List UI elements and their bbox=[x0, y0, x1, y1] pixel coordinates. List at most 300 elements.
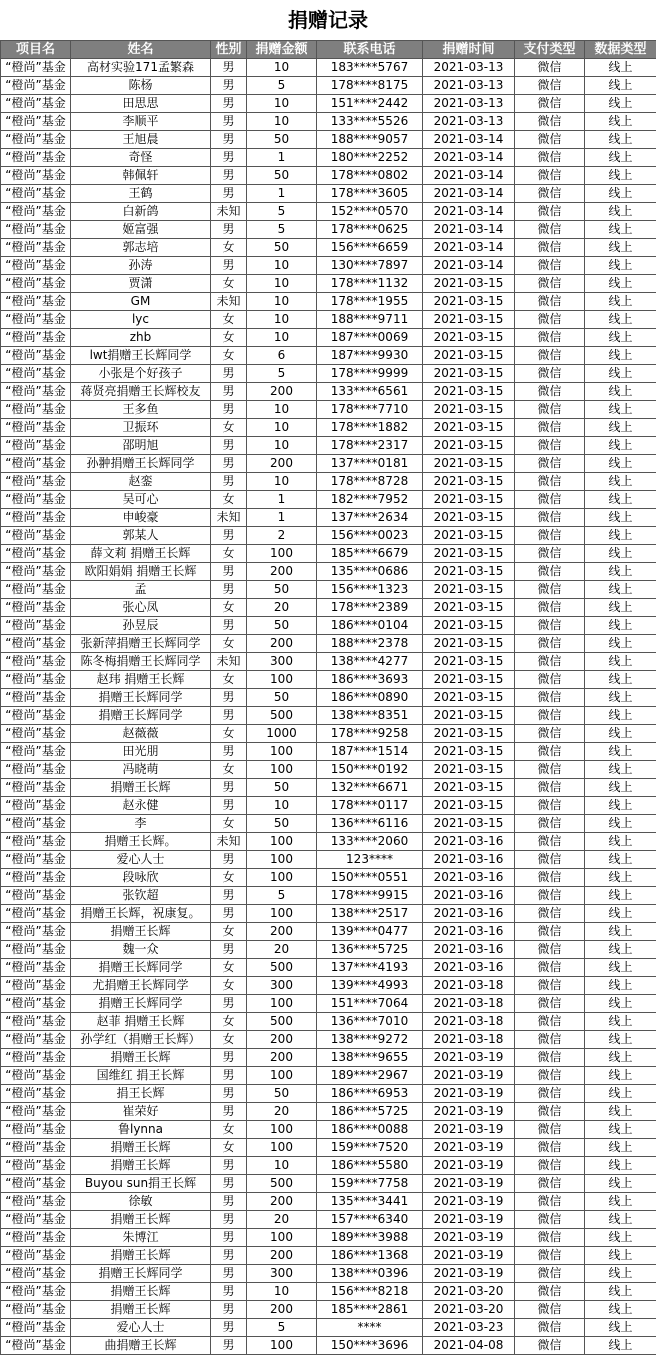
name-cell: 爱心人士 bbox=[71, 1319, 211, 1337]
datatype-cell: 线上 bbox=[585, 689, 656, 707]
amount-cell: 100 bbox=[247, 1229, 317, 1247]
amount-cell: 200 bbox=[247, 635, 317, 653]
payment-cell: 微信 bbox=[515, 59, 585, 77]
phone-cell: 186****6953 bbox=[317, 1085, 423, 1103]
datatype-cell: 线上 bbox=[585, 545, 656, 563]
gender-cell: 男 bbox=[211, 1193, 247, 1211]
amount-cell: 20 bbox=[247, 941, 317, 959]
table-row bbox=[1, 707, 656, 725]
date-cell: 2021-03-15 bbox=[423, 617, 515, 635]
datatype-cell: 线上 bbox=[585, 401, 656, 419]
payment-cell: 微信 bbox=[515, 419, 585, 437]
date-cell: 2021-03-19 bbox=[423, 1103, 515, 1121]
name-cell: 孙学红（捐赠王长辉） bbox=[71, 1031, 211, 1049]
payment-cell: 微信 bbox=[515, 1139, 585, 1157]
datatype-cell: 线上 bbox=[585, 563, 656, 581]
datatype-cell: 线上 bbox=[585, 1121, 656, 1139]
phone-cell: 187****0069 bbox=[317, 329, 423, 347]
datatype-cell: 线上 bbox=[585, 77, 656, 95]
project-cell: “橙尚”基金 bbox=[1, 905, 71, 923]
amount-cell: 1 bbox=[247, 185, 317, 203]
table-row bbox=[1, 59, 656, 77]
date-cell: 2021-03-15 bbox=[423, 419, 515, 437]
gender-cell: 男 bbox=[211, 473, 247, 491]
date-cell: 2021-03-13 bbox=[423, 59, 515, 77]
date-cell: 2021-03-14 bbox=[423, 167, 515, 185]
datatype-cell: 线上 bbox=[585, 1301, 656, 1319]
project-cell: “橙尚”基金 bbox=[1, 1319, 71, 1337]
name-cell: 捐王长辉 bbox=[71, 1085, 211, 1103]
project-cell: “橙尚”基金 bbox=[1, 761, 71, 779]
gender-cell: 未知 bbox=[211, 203, 247, 221]
project-cell: “橙尚”基金 bbox=[1, 653, 71, 671]
date-cell: 2021-03-14 bbox=[423, 149, 515, 167]
name-cell: 张心凤 bbox=[71, 599, 211, 617]
datatype-cell: 线上 bbox=[585, 419, 656, 437]
date-cell: 2021-03-19 bbox=[423, 1247, 515, 1265]
phone-cell: 188****9057 bbox=[317, 131, 423, 149]
phone-cell: 178****9999 bbox=[317, 365, 423, 383]
payment-cell: 微信 bbox=[515, 293, 585, 311]
amount-cell: 100 bbox=[247, 995, 317, 1013]
phone-cell: 187****1514 bbox=[317, 743, 423, 761]
payment-cell: 微信 bbox=[515, 149, 585, 167]
payment-cell: 微信 bbox=[515, 1319, 585, 1337]
table-row bbox=[1, 851, 656, 869]
project-cell: “橙尚”基金 bbox=[1, 455, 71, 473]
project-cell: “橙尚”基金 bbox=[1, 581, 71, 599]
datatype-cell: 线上 bbox=[585, 1337, 656, 1355]
table-row bbox=[1, 815, 656, 833]
project-cell: “橙尚”基金 bbox=[1, 221, 71, 239]
payment-cell: 微信 bbox=[515, 887, 585, 905]
name-cell: 小张是个好孩子 bbox=[71, 365, 211, 383]
name-cell: 王多鱼 bbox=[71, 401, 211, 419]
date-cell: 2021-03-15 bbox=[423, 599, 515, 617]
table-row bbox=[1, 1175, 656, 1193]
amount-cell: 50 bbox=[247, 689, 317, 707]
table-row bbox=[1, 923, 656, 941]
phone-cell: 187****9930 bbox=[317, 347, 423, 365]
name-cell: 郭志培 bbox=[71, 239, 211, 257]
phone-cell: 151****7064 bbox=[317, 995, 423, 1013]
payment-cell: 微信 bbox=[515, 671, 585, 689]
name-cell: 孙昱辰 bbox=[71, 617, 211, 635]
phone-cell: 178****0117 bbox=[317, 797, 423, 815]
name-cell: 李 bbox=[71, 815, 211, 833]
payment-cell: 微信 bbox=[515, 329, 585, 347]
phone-cell: 137****2634 bbox=[317, 509, 423, 527]
project-cell: “橙尚”基金 bbox=[1, 1247, 71, 1265]
datatype-cell: 线上 bbox=[585, 293, 656, 311]
project-cell: “橙尚”基金 bbox=[1, 293, 71, 311]
gender-cell: 男 bbox=[211, 581, 247, 599]
table-row bbox=[1, 905, 656, 923]
amount-cell: 500 bbox=[247, 707, 317, 725]
project-cell: “橙尚”基金 bbox=[1, 1103, 71, 1121]
datatype-cell: 线上 bbox=[585, 995, 656, 1013]
payment-cell: 微信 bbox=[515, 905, 585, 923]
table-row bbox=[1, 1337, 656, 1355]
payment-cell: 微信 bbox=[515, 797, 585, 815]
datatype-cell: 线上 bbox=[585, 905, 656, 923]
phone-cell: 156****1323 bbox=[317, 581, 423, 599]
phone-cell: 178****7710 bbox=[317, 401, 423, 419]
table-row bbox=[1, 887, 656, 905]
gender-cell: 女 bbox=[211, 347, 247, 365]
table-row bbox=[1, 1103, 656, 1121]
table-row bbox=[1, 257, 656, 275]
project-cell: “橙尚”基金 bbox=[1, 473, 71, 491]
date-cell: 2021-03-15 bbox=[423, 671, 515, 689]
datatype-cell: 线上 bbox=[585, 59, 656, 77]
name-cell: 曲捐赠王长辉 bbox=[71, 1337, 211, 1355]
payment-cell: 微信 bbox=[515, 653, 585, 671]
amount-cell: 10 bbox=[247, 275, 317, 293]
datatype-cell: 线上 bbox=[585, 491, 656, 509]
datatype-cell: 线上 bbox=[585, 599, 656, 617]
date-cell: 2021-03-15 bbox=[423, 383, 515, 401]
amount-cell: 20 bbox=[247, 1211, 317, 1229]
name-cell: 捐赠王长辉 bbox=[71, 1247, 211, 1265]
name-cell: 吴可心 bbox=[71, 491, 211, 509]
col-header-gender: 性别 bbox=[211, 41, 247, 59]
payment-cell: 微信 bbox=[515, 941, 585, 959]
date-cell: 2021-03-15 bbox=[423, 779, 515, 797]
datatype-cell: 线上 bbox=[585, 1193, 656, 1211]
project-cell: “橙尚”基金 bbox=[1, 689, 71, 707]
phone-cell: 186****5725 bbox=[317, 1103, 423, 1121]
project-cell: “橙尚”基金 bbox=[1, 1283, 71, 1301]
datatype-cell: 线上 bbox=[585, 473, 656, 491]
datatype-cell: 线上 bbox=[585, 617, 656, 635]
date-cell: 2021-03-15 bbox=[423, 689, 515, 707]
payment-cell: 微信 bbox=[515, 1211, 585, 1229]
gender-cell: 女 bbox=[211, 275, 247, 293]
table-row bbox=[1, 1139, 656, 1157]
amount-cell: 1000 bbox=[247, 725, 317, 743]
gender-cell: 男 bbox=[211, 365, 247, 383]
table-row bbox=[1, 509, 656, 527]
date-cell: 2021-03-16 bbox=[423, 869, 515, 887]
table-row bbox=[1, 1193, 656, 1211]
gender-cell: 男 bbox=[211, 383, 247, 401]
amount-cell: 10 bbox=[247, 329, 317, 347]
project-cell: “橙尚”基金 bbox=[1, 869, 71, 887]
amount-cell: 10 bbox=[247, 1157, 317, 1175]
amount-cell: 10 bbox=[247, 95, 317, 113]
gender-cell: 男 bbox=[211, 707, 247, 725]
datatype-cell: 线上 bbox=[585, 1319, 656, 1337]
phone-cell: **** bbox=[317, 1319, 423, 1337]
phone-cell: 135****3441 bbox=[317, 1193, 423, 1211]
amount-cell: 10 bbox=[247, 59, 317, 77]
project-cell: “橙尚”基金 bbox=[1, 77, 71, 95]
date-cell: 2021-03-19 bbox=[423, 1265, 515, 1283]
gender-cell: 女 bbox=[211, 599, 247, 617]
gender-cell: 女 bbox=[211, 959, 247, 977]
name-cell: 捐赠王长辉同学 bbox=[71, 959, 211, 977]
name-cell: 李顺平 bbox=[71, 113, 211, 131]
gender-cell: 男 bbox=[211, 1229, 247, 1247]
gender-cell: 女 bbox=[211, 239, 247, 257]
gender-cell: 男 bbox=[211, 1211, 247, 1229]
amount-cell: 10 bbox=[247, 257, 317, 275]
payment-cell: 微信 bbox=[515, 959, 585, 977]
name-cell: 捐赠王长辉 bbox=[71, 1283, 211, 1301]
table-row bbox=[1, 347, 656, 365]
project-cell: “橙尚”基金 bbox=[1, 1139, 71, 1157]
amount-cell: 10 bbox=[247, 311, 317, 329]
date-cell: 2021-03-13 bbox=[423, 95, 515, 113]
payment-cell: 微信 bbox=[515, 1013, 585, 1031]
name-cell: 徐敏 bbox=[71, 1193, 211, 1211]
amount-cell: 10 bbox=[247, 473, 317, 491]
name-cell: 赵玮 捐赠王长辉 bbox=[71, 671, 211, 689]
table-row bbox=[1, 149, 656, 167]
datatype-cell: 线上 bbox=[585, 1229, 656, 1247]
name-cell: 捐赠王长辉同学 bbox=[71, 1265, 211, 1283]
payment-cell: 微信 bbox=[515, 473, 585, 491]
project-cell: “橙尚”基金 bbox=[1, 383, 71, 401]
phone-cell: 138****2517 bbox=[317, 905, 423, 923]
name-cell: 捐赠王长辉同学 bbox=[71, 707, 211, 725]
payment-cell: 微信 bbox=[515, 779, 585, 797]
datatype-cell: 线上 bbox=[585, 1211, 656, 1229]
datatype-cell: 线上 bbox=[585, 635, 656, 653]
project-cell: “橙尚”基金 bbox=[1, 239, 71, 257]
date-cell: 2021-03-15 bbox=[423, 635, 515, 653]
project-cell: “橙尚”基金 bbox=[1, 185, 71, 203]
project-cell: “橙尚”基金 bbox=[1, 1193, 71, 1211]
phone-cell: 156****6659 bbox=[317, 239, 423, 257]
project-cell: “橙尚”基金 bbox=[1, 977, 71, 995]
phone-cell: 138****4277 bbox=[317, 653, 423, 671]
table-row bbox=[1, 221, 656, 239]
payment-cell: 微信 bbox=[515, 257, 585, 275]
project-cell: “橙尚”基金 bbox=[1, 1265, 71, 1283]
gender-cell: 女 bbox=[211, 419, 247, 437]
date-cell: 2021-03-16 bbox=[423, 959, 515, 977]
amount-cell: 200 bbox=[247, 1193, 317, 1211]
project-cell: “橙尚”基金 bbox=[1, 329, 71, 347]
phone-cell: 178****9915 bbox=[317, 887, 423, 905]
project-cell: “橙尚”基金 bbox=[1, 815, 71, 833]
amount-cell: 50 bbox=[247, 239, 317, 257]
datatype-cell: 线上 bbox=[585, 203, 656, 221]
amount-cell: 50 bbox=[247, 167, 317, 185]
name-cell: GM bbox=[71, 293, 211, 311]
col-header-amount: 捐赠金额 bbox=[247, 41, 317, 59]
date-cell: 2021-03-14 bbox=[423, 131, 515, 149]
date-cell: 2021-03-15 bbox=[423, 491, 515, 509]
gender-cell: 女 bbox=[211, 725, 247, 743]
table-row bbox=[1, 95, 656, 113]
phone-cell: 178****2317 bbox=[317, 437, 423, 455]
phone-cell: 136****5725 bbox=[317, 941, 423, 959]
table-row bbox=[1, 1319, 656, 1337]
payment-cell: 微信 bbox=[515, 851, 585, 869]
gender-cell: 女 bbox=[211, 329, 247, 347]
datatype-cell: 线上 bbox=[585, 113, 656, 131]
table-row bbox=[1, 527, 656, 545]
date-cell: 2021-03-15 bbox=[423, 311, 515, 329]
gender-cell: 男 bbox=[211, 995, 247, 1013]
name-cell: 国维红 捐王长辉 bbox=[71, 1067, 211, 1085]
phone-cell: 178****3605 bbox=[317, 185, 423, 203]
payment-cell: 微信 bbox=[515, 617, 585, 635]
phone-cell: 123**** bbox=[317, 851, 423, 869]
table-row bbox=[1, 77, 656, 95]
project-cell: “橙尚”基金 bbox=[1, 941, 71, 959]
date-cell: 2021-03-19 bbox=[423, 1085, 515, 1103]
phone-cell: 138****9272 bbox=[317, 1031, 423, 1049]
gender-cell: 男 bbox=[211, 257, 247, 275]
amount-cell: 100 bbox=[247, 1139, 317, 1157]
phone-cell: 133****5526 bbox=[317, 113, 423, 131]
date-cell: 2021-03-15 bbox=[423, 347, 515, 365]
phone-cell: 157****6340 bbox=[317, 1211, 423, 1229]
payment-cell: 微信 bbox=[515, 185, 585, 203]
amount-cell: 300 bbox=[247, 653, 317, 671]
phone-cell: 138****8351 bbox=[317, 707, 423, 725]
payment-cell: 微信 bbox=[515, 1103, 585, 1121]
date-cell: 2021-03-13 bbox=[423, 77, 515, 95]
payment-cell: 微信 bbox=[515, 1229, 585, 1247]
phone-cell: 136****6116 bbox=[317, 815, 423, 833]
name-cell: 冯晓萌 bbox=[71, 761, 211, 779]
gender-cell: 男 bbox=[211, 689, 247, 707]
datatype-cell: 线上 bbox=[585, 887, 656, 905]
amount-cell: 300 bbox=[247, 977, 317, 995]
gender-cell: 男 bbox=[211, 437, 247, 455]
amount-cell: 10 bbox=[247, 293, 317, 311]
date-cell: 2021-03-18 bbox=[423, 1031, 515, 1049]
payment-cell: 微信 bbox=[515, 239, 585, 257]
name-cell: 魏一众 bbox=[71, 941, 211, 959]
name-cell: 白新鸽 bbox=[71, 203, 211, 221]
date-cell: 2021-03-19 bbox=[423, 1121, 515, 1139]
date-cell: 2021-03-16 bbox=[423, 887, 515, 905]
phone-cell: 138****9655 bbox=[317, 1049, 423, 1067]
amount-cell: 10 bbox=[247, 797, 317, 815]
amount-cell: 200 bbox=[247, 455, 317, 473]
table-row bbox=[1, 167, 656, 185]
payment-cell: 微信 bbox=[515, 1283, 585, 1301]
payment-cell: 微信 bbox=[515, 401, 585, 419]
amount-cell: 10 bbox=[247, 1283, 317, 1301]
gender-cell: 男 bbox=[211, 131, 247, 149]
project-cell: “橙尚”基金 bbox=[1, 1337, 71, 1355]
datatype-cell: 线上 bbox=[585, 869, 656, 887]
datatype-cell: 线上 bbox=[585, 1049, 656, 1067]
gender-cell: 未知 bbox=[211, 833, 247, 851]
payment-cell: 微信 bbox=[515, 77, 585, 95]
gender-cell: 男 bbox=[211, 221, 247, 239]
phone-cell: 137****4193 bbox=[317, 959, 423, 977]
date-cell: 2021-03-14 bbox=[423, 203, 515, 221]
datatype-cell: 线上 bbox=[585, 959, 656, 977]
payment-cell: 微信 bbox=[515, 1121, 585, 1139]
amount-cell: 50 bbox=[247, 779, 317, 797]
name-cell: 朱博江 bbox=[71, 1229, 211, 1247]
date-cell: 2021-03-16 bbox=[423, 923, 515, 941]
payment-cell: 微信 bbox=[515, 689, 585, 707]
amount-cell: 50 bbox=[247, 815, 317, 833]
project-cell: “橙尚”基金 bbox=[1, 1013, 71, 1031]
datatype-cell: 线上 bbox=[585, 581, 656, 599]
gender-cell: 女 bbox=[211, 923, 247, 941]
project-cell: “橙尚”基金 bbox=[1, 275, 71, 293]
name-cell: 赵薇薇 bbox=[71, 725, 211, 743]
amount-cell: 100 bbox=[247, 1121, 317, 1139]
date-cell: 2021-03-18 bbox=[423, 995, 515, 1013]
table-row bbox=[1, 689, 656, 707]
date-cell: 2021-03-15 bbox=[423, 581, 515, 599]
amount-cell: 200 bbox=[247, 1049, 317, 1067]
phone-cell: 180****2252 bbox=[317, 149, 423, 167]
phone-cell: 159****7520 bbox=[317, 1139, 423, 1157]
amount-cell: 100 bbox=[247, 851, 317, 869]
name-cell: 孙涛 bbox=[71, 257, 211, 275]
datatype-cell: 线上 bbox=[585, 185, 656, 203]
date-cell: 2021-03-13 bbox=[423, 113, 515, 131]
datatype-cell: 线上 bbox=[585, 311, 656, 329]
name-cell: 捐赠王长辉 bbox=[71, 779, 211, 797]
datatype-cell: 线上 bbox=[585, 941, 656, 959]
project-cell: “橙尚”基金 bbox=[1, 833, 71, 851]
gender-cell: 男 bbox=[211, 113, 247, 131]
date-cell: 2021-03-16 bbox=[423, 905, 515, 923]
amount-cell: 1 bbox=[247, 509, 317, 527]
gender-cell: 男 bbox=[211, 797, 247, 815]
donation-table bbox=[0, 40, 656, 1355]
amount-cell: 10 bbox=[247, 401, 317, 419]
table-row bbox=[1, 401, 656, 419]
date-cell: 2021-03-15 bbox=[423, 545, 515, 563]
amount-cell: 1 bbox=[247, 149, 317, 167]
datatype-cell: 线上 bbox=[585, 347, 656, 365]
project-cell: “橙尚”基金 bbox=[1, 545, 71, 563]
table-row bbox=[1, 455, 656, 473]
table-row bbox=[1, 743, 656, 761]
project-cell: “橙尚”基金 bbox=[1, 311, 71, 329]
datatype-cell: 线上 bbox=[585, 761, 656, 779]
datatype-cell: 线上 bbox=[585, 743, 656, 761]
table-row bbox=[1, 635, 656, 653]
datatype-cell: 线上 bbox=[585, 1031, 656, 1049]
date-cell: 2021-03-14 bbox=[423, 257, 515, 275]
date-cell: 2021-03-18 bbox=[423, 1013, 515, 1031]
table-row bbox=[1, 545, 656, 563]
project-cell: “橙尚”基金 bbox=[1, 671, 71, 689]
table-row bbox=[1, 617, 656, 635]
payment-cell: 微信 bbox=[515, 437, 585, 455]
name-cell: 捐赠王长辉。 bbox=[71, 833, 211, 851]
datatype-cell: 线上 bbox=[585, 779, 656, 797]
col-header-payment: 支付类型 bbox=[515, 41, 585, 59]
gender-cell: 男 bbox=[211, 617, 247, 635]
project-cell: “橙尚”基金 bbox=[1, 401, 71, 419]
table-row bbox=[1, 1031, 656, 1049]
payment-cell: 微信 bbox=[515, 383, 585, 401]
payment-cell: 微信 bbox=[515, 743, 585, 761]
amount-cell: 100 bbox=[247, 1067, 317, 1085]
gender-cell: 女 bbox=[211, 761, 247, 779]
amount-cell: 200 bbox=[247, 383, 317, 401]
date-cell: 2021-03-15 bbox=[423, 275, 515, 293]
phone-cell: 188****9711 bbox=[317, 311, 423, 329]
